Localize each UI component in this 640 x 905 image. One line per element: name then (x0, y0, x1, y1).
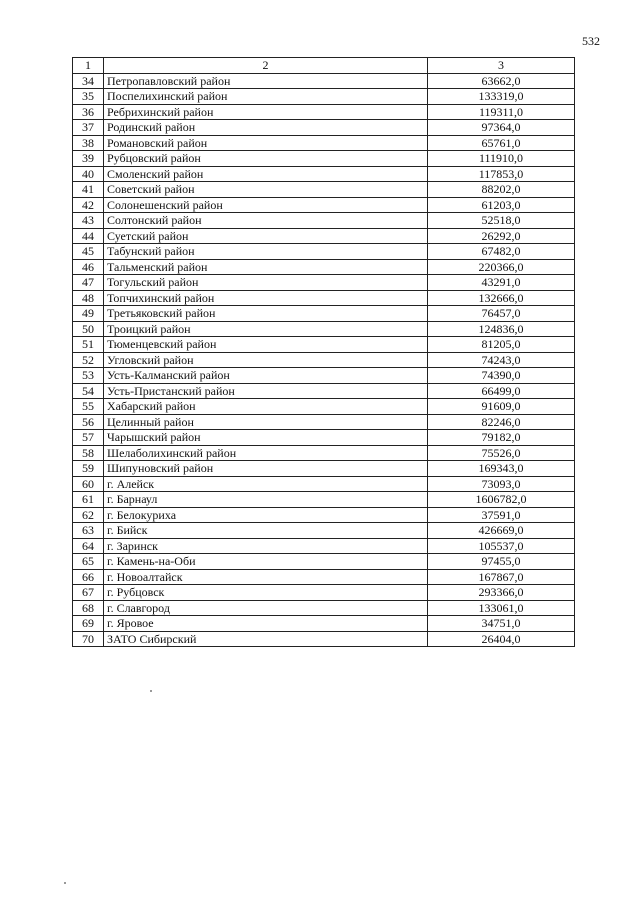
table-row (73, 135, 575, 151)
row-name-cell: г. Славгород (104, 600, 428, 616)
row-number-cell: 57 (73, 430, 104, 446)
row-name-cell: ЗАТО Сибирский (104, 631, 428, 647)
table-row (73, 476, 575, 492)
row-name-cell: Родинский район (104, 120, 428, 136)
row-value-cell: 133319,0 (428, 89, 575, 105)
table-row (73, 585, 575, 601)
row-name-cell: Табунский район (104, 244, 428, 260)
row-number-cell: 58 (73, 445, 104, 461)
table-row (73, 554, 575, 570)
table-row (73, 228, 575, 244)
row-name-cell: Ребрихинский район (104, 104, 428, 120)
table-row (73, 569, 575, 585)
row-number-cell: 47 (73, 275, 104, 291)
row-name-cell: Тюменцевский район (104, 337, 428, 353)
row-name-cell: Чарышский район (104, 430, 428, 446)
table-row (73, 166, 575, 182)
row-number-cell: 48 (73, 290, 104, 306)
row-name-cell: Троицкий район (104, 321, 428, 337)
row-number-cell: 50 (73, 321, 104, 337)
table-row (73, 89, 575, 105)
row-number-cell: 51 (73, 337, 104, 353)
row-number-cell: 36 (73, 104, 104, 120)
table-row (73, 73, 575, 89)
row-name-cell: г. Бийск (104, 523, 428, 539)
row-value-cell: 61203,0 (428, 197, 575, 213)
table-row (73, 631, 575, 647)
row-name-cell: Суетский район (104, 228, 428, 244)
table-row (73, 275, 575, 291)
row-value-cell: 34751,0 (428, 616, 575, 632)
scan-speck (150, 690, 152, 692)
row-value-cell: 133061,0 (428, 600, 575, 616)
row-value-cell: 43291,0 (428, 275, 575, 291)
row-name-cell: Солонешенский район (104, 197, 428, 213)
table-row (73, 492, 575, 508)
row-number-cell: 66 (73, 569, 104, 585)
row-number-cell: 65 (73, 554, 104, 570)
row-number-cell: 62 (73, 507, 104, 523)
row-name-cell: Романовский район (104, 135, 428, 151)
row-name-cell: Смоленский район (104, 166, 428, 182)
row-number-cell: 61 (73, 492, 104, 508)
row-name-cell: Поспелихинский район (104, 89, 428, 105)
row-value-cell: 97364,0 (428, 120, 575, 136)
row-name-cell: г. Барнаул (104, 492, 428, 508)
scan-speck (64, 882, 66, 884)
row-number-cell: 43 (73, 213, 104, 229)
column-header-name: 2 (104, 58, 428, 74)
row-value-cell: 52518,0 (428, 213, 575, 229)
row-name-cell: г. Рубцовск (104, 585, 428, 601)
page-number: 532 (582, 34, 600, 48)
row-number-cell: 68 (73, 600, 104, 616)
row-name-cell: Тогульский район (104, 275, 428, 291)
row-number-cell: 67 (73, 585, 104, 601)
row-value-cell: 117853,0 (428, 166, 575, 182)
row-number-cell: 69 (73, 616, 104, 632)
row-value-cell: 111910,0 (428, 151, 575, 167)
row-number-cell: 53 (73, 368, 104, 384)
row-number-cell: 45 (73, 244, 104, 260)
table-row (73, 104, 575, 120)
row-value-cell: 220366,0 (428, 259, 575, 275)
row-value-cell: 74390,0 (428, 368, 575, 384)
row-number-cell: 40 (73, 166, 104, 182)
row-value-cell: 169343,0 (428, 461, 575, 477)
table-row (73, 600, 575, 616)
row-value-cell: 37591,0 (428, 507, 575, 523)
table-row (73, 259, 575, 275)
row-number-cell: 54 (73, 383, 104, 399)
row-number-cell: 42 (73, 197, 104, 213)
table-row (73, 616, 575, 632)
row-value-cell: 91609,0 (428, 399, 575, 415)
row-number-cell: 37 (73, 120, 104, 136)
row-name-cell: Третьяковский район (104, 306, 428, 322)
row-name-cell: г. Заринск (104, 538, 428, 554)
row-value-cell: 426669,0 (428, 523, 575, 539)
data-table (72, 57, 575, 647)
row-value-cell: 26404,0 (428, 631, 575, 647)
row-value-cell: 63662,0 (428, 73, 575, 89)
row-number-cell: 34 (73, 73, 104, 89)
table-row (73, 523, 575, 539)
table-row (73, 213, 575, 229)
row-value-cell: 73093,0 (428, 476, 575, 492)
row-value-cell: 88202,0 (428, 182, 575, 198)
table-row (73, 352, 575, 368)
row-name-cell: Усть-Калманский район (104, 368, 428, 384)
row-name-cell: г. Яровое (104, 616, 428, 632)
row-name-cell: г. Белокуриха (104, 507, 428, 523)
table-row (73, 399, 575, 415)
row-value-cell: 105537,0 (428, 538, 575, 554)
row-number-cell: 52 (73, 352, 104, 368)
row-name-cell: г. Камень-на-Оби (104, 554, 428, 570)
table-row (73, 182, 575, 198)
row-number-cell: 55 (73, 399, 104, 415)
table-row (73, 538, 575, 554)
row-name-cell: Рубцовский район (104, 151, 428, 167)
row-value-cell: 1606782,0 (428, 492, 575, 508)
row-value-cell: 81205,0 (428, 337, 575, 353)
row-value-cell: 97455,0 (428, 554, 575, 570)
row-value-cell: 167867,0 (428, 569, 575, 585)
row-number-cell: 49 (73, 306, 104, 322)
table-row (73, 368, 575, 384)
row-value-cell: 79182,0 (428, 430, 575, 446)
table-row (73, 197, 575, 213)
table-row (73, 120, 575, 136)
row-value-cell: 75526,0 (428, 445, 575, 461)
column-header-value: 3 (428, 58, 575, 74)
row-number-cell: 39 (73, 151, 104, 167)
row-value-cell: 124836,0 (428, 321, 575, 337)
row-name-cell: Шипуновский район (104, 461, 428, 477)
row-number-cell: 44 (73, 228, 104, 244)
row-value-cell: 119311,0 (428, 104, 575, 120)
row-number-cell: 38 (73, 135, 104, 151)
row-number-cell: 60 (73, 476, 104, 492)
row-value-cell: 74243,0 (428, 352, 575, 368)
table-row (73, 430, 575, 446)
row-number-cell: 63 (73, 523, 104, 539)
table-row (73, 383, 575, 399)
table-row (73, 244, 575, 260)
table-row (73, 306, 575, 322)
row-value-cell: 293366,0 (428, 585, 575, 601)
table-row (73, 445, 575, 461)
row-number-cell: 46 (73, 259, 104, 275)
row-number-cell: 70 (73, 631, 104, 647)
row-name-cell: г. Алейск (104, 476, 428, 492)
column-header-number: 1 (73, 58, 104, 74)
row-name-cell: Солтонский район (104, 213, 428, 229)
table-row (73, 290, 575, 306)
table-row (73, 461, 575, 477)
row-number-cell: 41 (73, 182, 104, 198)
row-number-cell: 59 (73, 461, 104, 477)
data-table-container (72, 57, 575, 647)
table-row (73, 507, 575, 523)
row-name-cell: Петропавловский район (104, 73, 428, 89)
row-name-cell: Хабарский район (104, 399, 428, 415)
row-number-cell: 35 (73, 89, 104, 105)
row-value-cell: 132666,0 (428, 290, 575, 306)
table-row (73, 151, 575, 167)
row-name-cell: Усть-Пристанский район (104, 383, 428, 399)
row-value-cell: 66499,0 (428, 383, 575, 399)
row-value-cell: 26292,0 (428, 228, 575, 244)
row-value-cell: 76457,0 (428, 306, 575, 322)
row-name-cell: Советский район (104, 182, 428, 198)
row-value-cell: 65761,0 (428, 135, 575, 151)
header-row (73, 58, 575, 74)
row-number-cell: 56 (73, 414, 104, 430)
row-name-cell: Целинный район (104, 414, 428, 430)
row-value-cell: 82246,0 (428, 414, 575, 430)
row-name-cell: Топчихинский район (104, 290, 428, 306)
table-row (73, 414, 575, 430)
table-row (73, 321, 575, 337)
row-name-cell: Тальменский район (104, 259, 428, 275)
row-name-cell: Шелаболихинский район (104, 445, 428, 461)
row-number-cell: 64 (73, 538, 104, 554)
row-name-cell: г. Новоалтайск (104, 569, 428, 585)
table-body (73, 73, 575, 647)
row-value-cell: 67482,0 (428, 244, 575, 260)
row-name-cell: Угловский район (104, 352, 428, 368)
table-row (73, 337, 575, 353)
